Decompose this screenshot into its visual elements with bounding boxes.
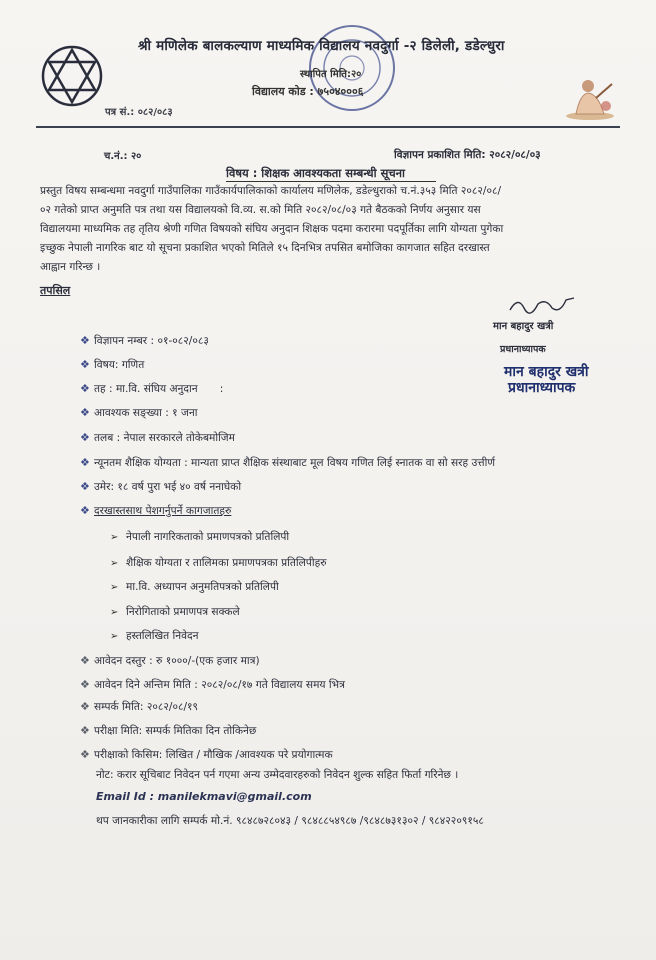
detail-item: ❖ आवश्यक सङ्ख्या : १ जना (80, 406, 198, 419)
school-name: श्री मणिलेक बालकल्याण माध्यमिक विद्यालय नवदुर्गा -२ डिलेली, डडेल्धुरा (138, 38, 505, 54)
chalani-number: च.नं.: २० (104, 151, 142, 162)
document-item: ➢ मा.वि. अध्यापन अनुमतिपत्रको प्रतिलिपी (110, 581, 279, 593)
diamond-bullet-icon: ❖ (80, 334, 90, 347)
detail-item: ❖ उमेर: १८ वर्ष पुरा भई ४० वर्ष ननाघेको (80, 480, 242, 493)
detail-item: ❖ विज्ञापन नम्बर : ०१-०८२/०८३ (80, 334, 209, 347)
email-address: Email Id : manilekmavi@gmail.com (96, 790, 312, 803)
signatory-name: मान बहादुर खत्री (493, 321, 554, 332)
detail-item: ❖ न्यूनतम शैक्षिक योग्यता : मान्यता प्राप्त शैक्षिक संस्थाबाट मूल विषय गणित लिई स्नातक वा सो सरह उत्तीर्ण (80, 456, 496, 469)
header-divider (36, 126, 620, 128)
detail-item: ❖ आवेदन दिने अन्तिम मिति : २०८२/०८/१७ गते विद्यालय समय भित्र (80, 678, 345, 691)
published-date: विज्ञापन प्रकाशित मिति: २०८२/०८/०३ (394, 149, 541, 161)
footer-note: नोट: करार सूचिबाट निवेदन पर्न गएमा अन्य उम्मेदवारहरुको निवेदन शुल्क सहित फिर्ता गरिनेछ । (96, 769, 459, 781)
detail-item: ❖ दरखास्तसाथ पेशगर्नुपर्ने कागजातहरु (80, 504, 232, 517)
diamond-bullet-icon: ❖ (80, 480, 90, 493)
diamond-bullet-icon: ❖ (80, 358, 90, 371)
notice-subject: विषय : शिक्षक आवश्यकता सम्बन्धी सूचना (226, 166, 406, 180)
body-line: आह्वान गरिन्छ । (40, 261, 101, 273)
diamond-bullet-icon: ❖ (80, 700, 90, 713)
arrow-bullet-icon: ➢ (110, 558, 119, 569)
document-item: ➢ हस्तलिखित निवेदन (110, 630, 199, 642)
detail-item: ❖ परीक्षाको किसिम: लिखित / मौखिक /आवश्यक परे प्रयोगात्मक (80, 748, 333, 761)
body-line: इच्छुक नेपाली नागरिक बाट यो सूचना प्रकाशित भएको मितिले १५ दिनभित्र तपसित बमोजिका कागजात सहित दरखास्त (40, 242, 490, 254)
diamond-bullet-icon: ❖ (80, 678, 90, 691)
detail-item: ❖ तह : मा.वि. संघिय अनुदान : (80, 382, 224, 395)
detail-item: ❖ आवेदन दस्तुर : रु १०००/-(एक हजार मात्र) (80, 654, 260, 667)
established-date: स्थापित मिति:२० (300, 69, 362, 80)
document-item: ➢ शैक्षिक योग्यता र तालिमका प्रमाणपत्रका प्रतिलिपीहरु (110, 557, 327, 569)
tapasil-heading: तपसिल (40, 284, 71, 297)
diamond-bullet-icon: ❖ (80, 382, 90, 395)
notice-body (40, 182, 620, 277)
diamond-bullet-icon: ❖ (80, 406, 90, 419)
arrow-bullet-icon: ➢ (110, 532, 119, 543)
detail-item: ❖ विषय: गणित (80, 358, 145, 371)
body-line: विद्यालयमा माध्यमिक तह तृतिय श्रेणी गणित विषयको संघिय अनुदान शिक्षक पदमा करारमा पदपूर्तिका लागि योग्यता पुगेका (40, 223, 504, 235)
stamp-title: प्रधानाध्यापक (508, 380, 576, 396)
signature-scribble (508, 294, 578, 316)
body-line: ०२ गतेको प्राप्त अनुमति पत्र तथा यस विद्यालयको वि.व्य. स.को मिति २०८२/०८/०३ गते बैठकको निर्णय अनुसार यस (40, 204, 481, 216)
detail-item: ❖ सम्पर्क मिति: २०८२/०८/१९ (80, 700, 199, 713)
school-code: विद्यालय कोड : ७५०४०००६ (252, 85, 364, 98)
detail-item: ❖ परीक्षा मिति: सम्पर्क मितिका दिन तोकिनेछ (80, 724, 257, 737)
diamond-bullet-icon: ❖ (80, 456, 90, 469)
stamp-name: मान बहादुर खत्री (504, 364, 589, 380)
arrow-bullet-icon: ➢ (110, 582, 119, 593)
patra-number: पत्र सं.: ०८२/०८३ (105, 107, 173, 118)
document-item: ➢ निरोगिताको प्रमाणपत्र सक्कले (110, 606, 240, 618)
detail-item: ❖ तलब : नेपाल सरकारले तोकेबमोजिम (80, 431, 236, 444)
arrow-bullet-icon: ➢ (110, 607, 119, 618)
signatory-title: प्रधानाध्यापक (500, 344, 546, 355)
diamond-bullet-icon: ❖ (80, 724, 90, 737)
body-line: प्रस्तुत विषय सम्बन्धमा नवदुर्गा गाउँपालिका गाउँकार्यपालिकाको कार्यालय मणिलेक, डडेल्धुराको च.नं.३५३ मिति २०८२/०८/ (40, 185, 502, 197)
diamond-bullet-icon: ❖ (80, 504, 90, 517)
arrow-bullet-icon: ➢ (110, 631, 119, 642)
contact-numbers: थप जानकारीका लागि सम्पर्क मो.नं. ९८४८७२८०४३ / ९८४८८५४९८७ /९८४८७३१३०२ / ९८४२२०९१५८ (96, 815, 484, 827)
saraswati-icon (562, 76, 618, 122)
diamond-bullet-icon: ❖ (80, 654, 90, 667)
document-item: ➢ नेपाली नागरिकताको प्रमाणपत्रको प्रतिलिपी (110, 531, 290, 543)
diamond-bullet-icon: ❖ (80, 431, 90, 444)
nepal-emblem-icon (40, 44, 104, 108)
diamond-bullet-icon: ❖ (80, 748, 90, 761)
